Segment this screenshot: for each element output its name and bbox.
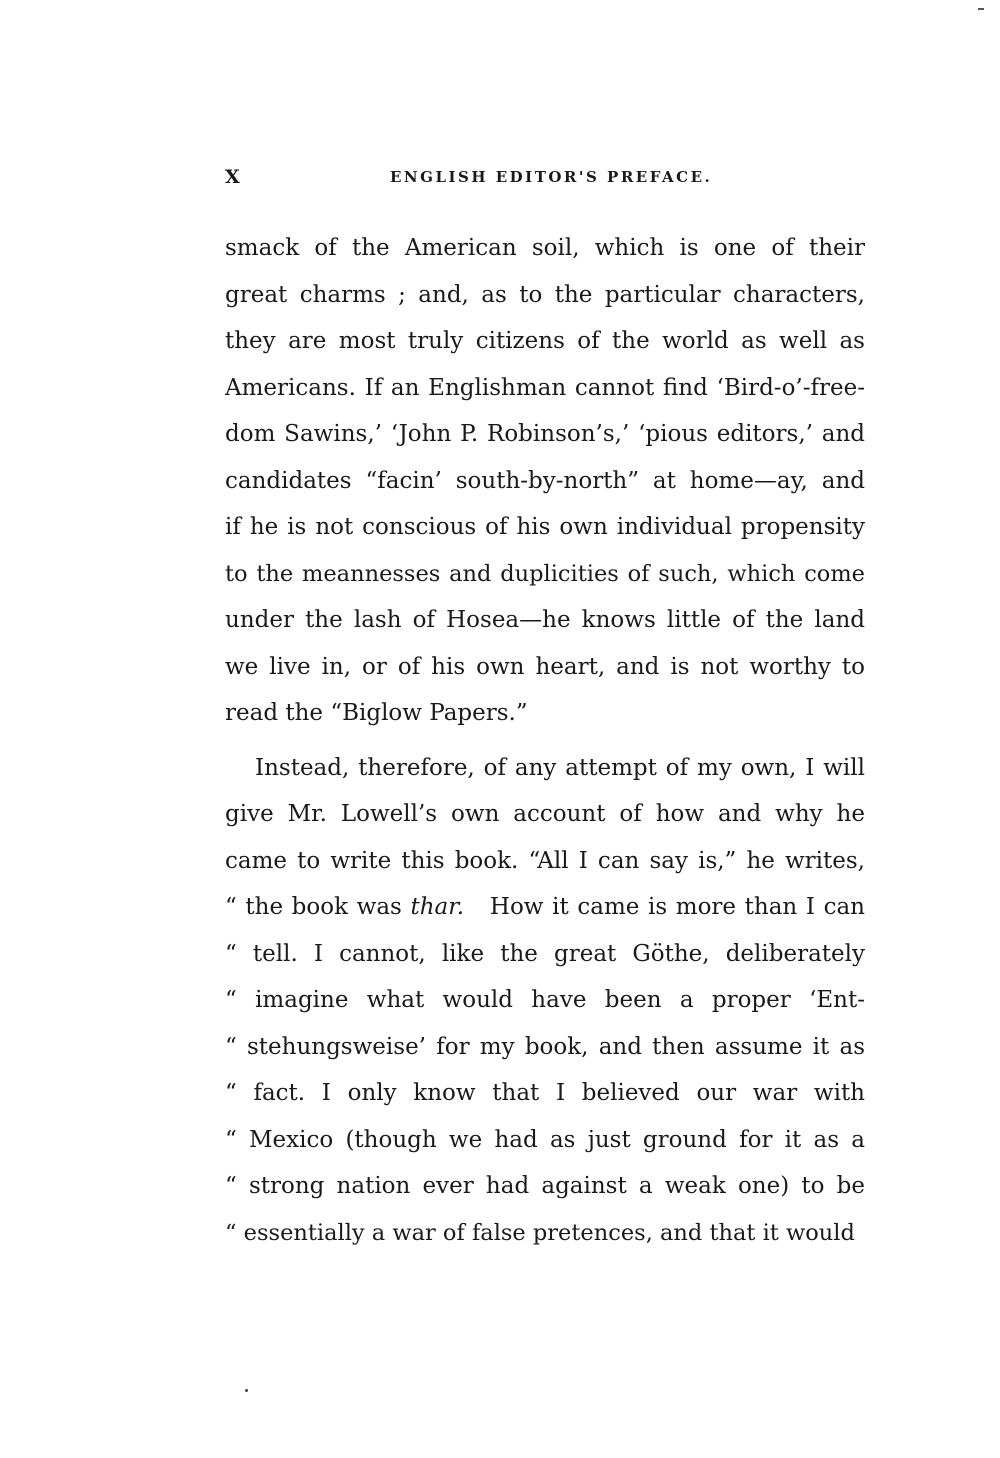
text-line: great charms ; and, as to the particular characters,	[225, 281, 865, 308]
text-line: “ strong nation ever had against a weak one) to be	[225, 1173, 865, 1199]
text-line: “ Mexico (though we had as just ground for it as a	[225, 1126, 865, 1153]
text-line: to the meannesses and duplicities of such, which come	[225, 560, 865, 587]
page-number: X	[225, 166, 241, 188]
text-line: Instead, therefore, of any attempt of my own, I will	[255, 754, 865, 781]
text-line: “ essentially a war of false pretences, and that it would	[225, 1219, 855, 1246]
text-line: we live in, or of his own heart, and is not worthy to	[225, 653, 865, 680]
paragraph-2	[225, 745, 865, 1257]
text-line: they are most truly citizens of the world as well as	[225, 328, 865, 354]
text-line: Americans. If an Englishman cannot find ‘Bird-o’-free-	[225, 374, 865, 401]
scan-speck	[245, 1389, 248, 1392]
text-line: “ stehungsweise’ for my book, and then assume it as	[225, 1033, 865, 1060]
text-line: “ imagine what would have been a proper ‘Ent-	[225, 987, 865, 1013]
scan-mark	[978, 8, 984, 10]
text-line: “ tell. I cannot, like the great Göthe, deliberately	[225, 940, 865, 967]
text-line: give Mr. Lowell’s own account of how and why he	[225, 801, 865, 827]
text-line: under the lash of Hosea—he knows little of the land	[225, 607, 865, 633]
paragraph-1	[225, 225, 865, 737]
line-rest: How it came is more than I can	[489, 894, 865, 920]
text-line: smack of the American soil, which is one of their	[225, 235, 865, 261]
page-header	[225, 166, 865, 190]
text-line-with-italic	[225, 884, 865, 931]
body-text	[225, 225, 865, 1256]
running-head: ENGLISH EDITOR'S PREFACE.	[390, 168, 713, 186]
text-line: read the “Biglow Papers.”	[225, 700, 528, 726]
italic-word: thar.	[410, 894, 465, 920]
text-line: dom Sawins,’ ‘John P. Robinson’s,’ ‘pious editors,’ and	[225, 421, 865, 447]
text-line: came to write this book. “All I can say is,” he writes,	[225, 847, 865, 874]
text-line: if he is not conscious of his own individual propensity	[225, 514, 865, 540]
text-line: “ fact. I only know that I believed our war with	[225, 1080, 865, 1106]
line-start: “ the book was	[225, 894, 402, 920]
text-line: candidates “facin’ south-by-north” at home—ay, and	[225, 467, 865, 494]
